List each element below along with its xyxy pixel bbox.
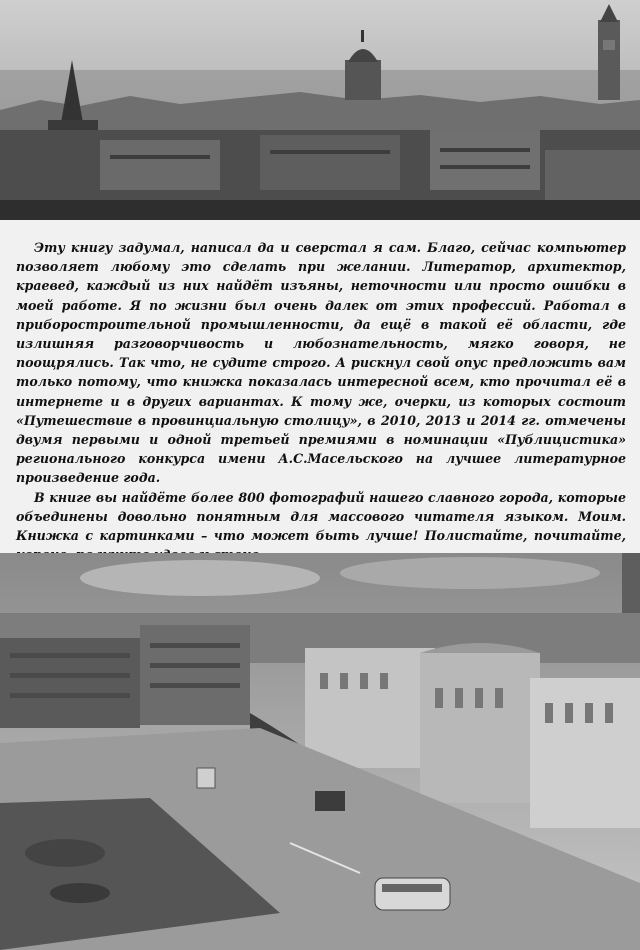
paragraph-1: Эту книгу задумал, написал да и сверстал я сам. Благо, сейчас компьютер позволяет любому это сделать при желании. Литератор, архитектор, краевед, каждый из них найдёт изъяны, неточности или просто ошибки в моей работе. Я по жизни был очень далек от этих профессий. Работал в приборостроительной промышленности, да ещё в такой её области, где излишняя разговорчивость и любознательность, мягко говоря, не поощрялись. Так что, не судите строго. А рискнул свой опус предложить вам только потому, что книжка показалась интересной всем, кто прочитал её в интернете и в других вариантах. К тому же, очерки, из которых состоит «Путешествие в провинциальную столицу», в 2010, 2013 и 2014 гг. отмечены двумя первыми и одной третьей премиями в номинации «Публицистика» регионального конкурса имени А.С.Масельского на лучшее литературное произведение года. <box>16 240 626 486</box>
top-photo-cityscape <box>0 0 640 220</box>
bottom-photo-square <box>0 553 640 950</box>
top-photo-image <box>0 0 640 220</box>
bottom-photo-image <box>0 553 640 950</box>
intro-text <box>16 238 626 588</box>
paragraph-2: В книге вы найдёте более 800 фотографий нашего славного города, которые объединены довольно понятным для массового читателя языком. Моим. Книжка с картинками – что может быть лучше! Полистайте, почитайте, <box>16 489 626 544</box>
